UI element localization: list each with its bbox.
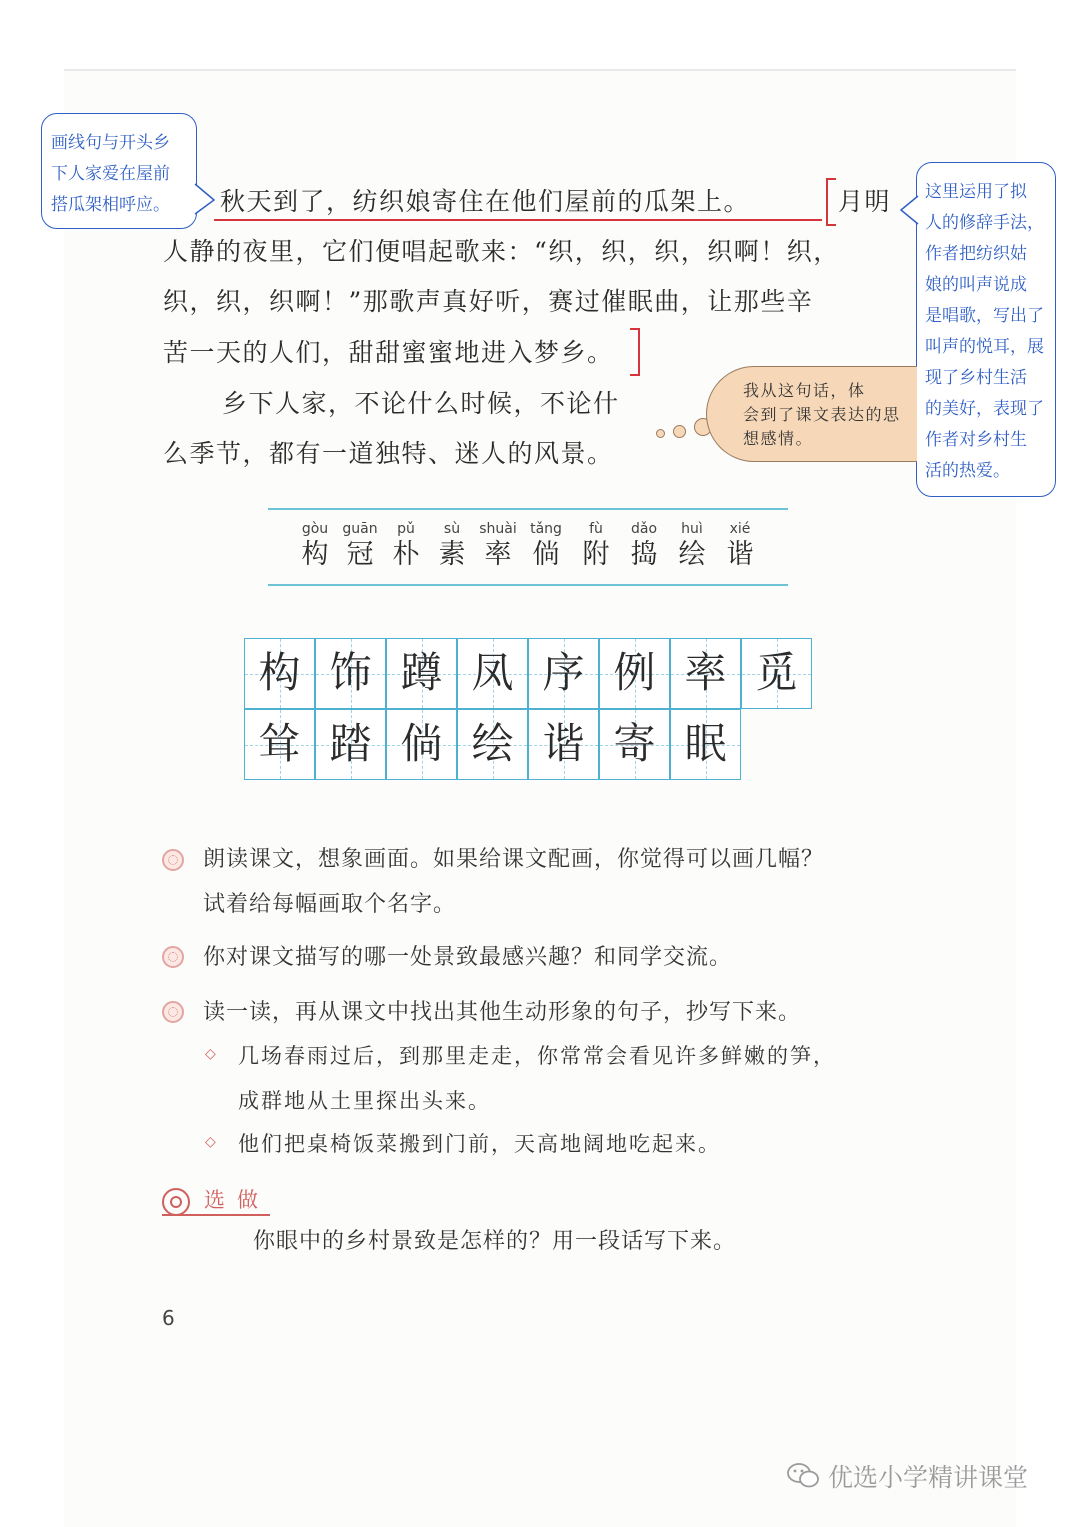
passage-underlined-sentence: 秋天到了，纺织娘寄住在他们屋前的瓜架上。 [220, 187, 751, 216]
page-number: 6 [162, 1306, 175, 1330]
passage-line-5: 乡下人家，不论什么时候，不论什 [222, 389, 620, 418]
passage-line-3: 织，织，织啊！”那歌声真好听，赛过催眠曲，让那些辛 [163, 287, 814, 316]
grid-cell: 耸 [244, 709, 315, 780]
vocab-band-top-line [268, 508, 788, 510]
question-1-line-2: 试着给每幅画取个名字。 [203, 892, 457, 917]
grid-cell: 谐 [528, 709, 599, 780]
thought-dot-small [656, 429, 665, 438]
diamond-bullet-icon: ◇ [205, 1046, 216, 1062]
pinyin-word: tǎng 倘 [530, 521, 562, 570]
grid-cell: 倘 [386, 709, 457, 780]
grid-cell: 饰 [315, 638, 386, 709]
red-bracket-open [826, 178, 836, 226]
wechat-icon [786, 1462, 820, 1490]
pinyin-word: gòu 构 [301, 521, 329, 570]
red-underline [214, 219, 822, 221]
question-1-line-1: 朗读课文，想象画面。如果给课文配画，你觉得可以画几幅？ [203, 847, 825, 872]
pinyin-word: shuài 率 [479, 521, 517, 570]
grid-cell: 蹲 [386, 638, 457, 709]
thought-bubble [706, 366, 917, 462]
pinyin-word: dǎo 捣 [630, 521, 658, 570]
grid-cell: 觅 [741, 638, 812, 709]
optional-task-underline [162, 1214, 270, 1216]
question-3: 读一读，再从课文中找出其他生动形象的句子，抄写下来。 [203, 1000, 802, 1025]
optional-task-label: 选做 [204, 1188, 270, 1212]
question-bullet-icon [162, 1001, 184, 1023]
example-1-line-1: 几场春雨过后，到那里走走，你常常会看见许多鲜嫩的笋， [238, 1044, 836, 1068]
optional-task-text: 你眼中的乡村景致是怎样的？用一段话写下来。 [253, 1229, 737, 1254]
watermark-text: 优选小学精讲课堂 [828, 1463, 1029, 1492]
top-divider [64, 69, 1016, 71]
question-2: 你对课文描写的哪一处景致最感兴趣？和同学交流。 [203, 945, 733, 970]
grid-cell: 序 [528, 638, 599, 709]
grid-cell: 率 [670, 638, 741, 709]
passage-line-6: 么季节，都有一道独特、迷人的风景。 [163, 439, 614, 468]
annotation-callout-right: 这里运用了拟 人的修辞手法， 作者把纺织姑 娘的叫声说成 是唱歌，写出了 叫声的悦耳，展 现了乡村生活 的美好，表现了 作者对乡村生 活的热爱。 [916, 162, 1056, 497]
thought-dot-medium [673, 425, 686, 438]
example-2: 他们把桌椅饭菜搬到门前，天高地阔地吃起来。 [238, 1132, 721, 1156]
grid-cell: 凤 [457, 638, 528, 709]
question-bullet-icon [162, 946, 184, 968]
passage-line-4: 苦一天的人们，甜甜蜜蜜地进入梦乡。 [163, 338, 614, 367]
question-bullet-icon [162, 849, 184, 871]
pinyin-word: sù 素 [438, 521, 466, 570]
annotation-callout-left: 画线句与开头乡 下人家爱在屋前 搭瓜架相呼应。 [41, 113, 197, 229]
example-1-line-2: 成群地从土里探出头来。 [238, 1089, 491, 1113]
pinyin-word: fù 附 [582, 521, 610, 570]
grid-cell: 绘 [457, 709, 528, 780]
vocab-band-bottom-line [268, 584, 788, 586]
diamond-bullet-icon: ◇ [205, 1134, 216, 1150]
grid-cell: 构 [244, 638, 315, 709]
pinyin-word: huì 绘 [678, 521, 706, 570]
grid-cell: 眠 [670, 709, 741, 780]
red-bracket-close [630, 328, 640, 376]
passage-line-1-end: 月明 [838, 187, 892, 216]
callout-left-pointer [190, 178, 220, 218]
pinyin-word: xié 谐 [726, 521, 754, 570]
pinyin-word: pǔ 朴 [392, 521, 420, 570]
thought-bubble-text: 我从这句话，体 会到了课文表达的思 想感情。 [743, 381, 901, 448]
grid-cell: 寄 [599, 709, 670, 780]
pinyin-word: guān 冠 [342, 521, 378, 570]
grid-cell: 例 [599, 638, 670, 709]
optional-task-icon [162, 1188, 190, 1216]
callout-right-pointer [898, 190, 922, 230]
grid-cell: 踏 [315, 709, 386, 780]
passage-line-2: 人静的夜里，它们便唱起歌来：“织，织，织，织啊！织， [163, 237, 840, 266]
